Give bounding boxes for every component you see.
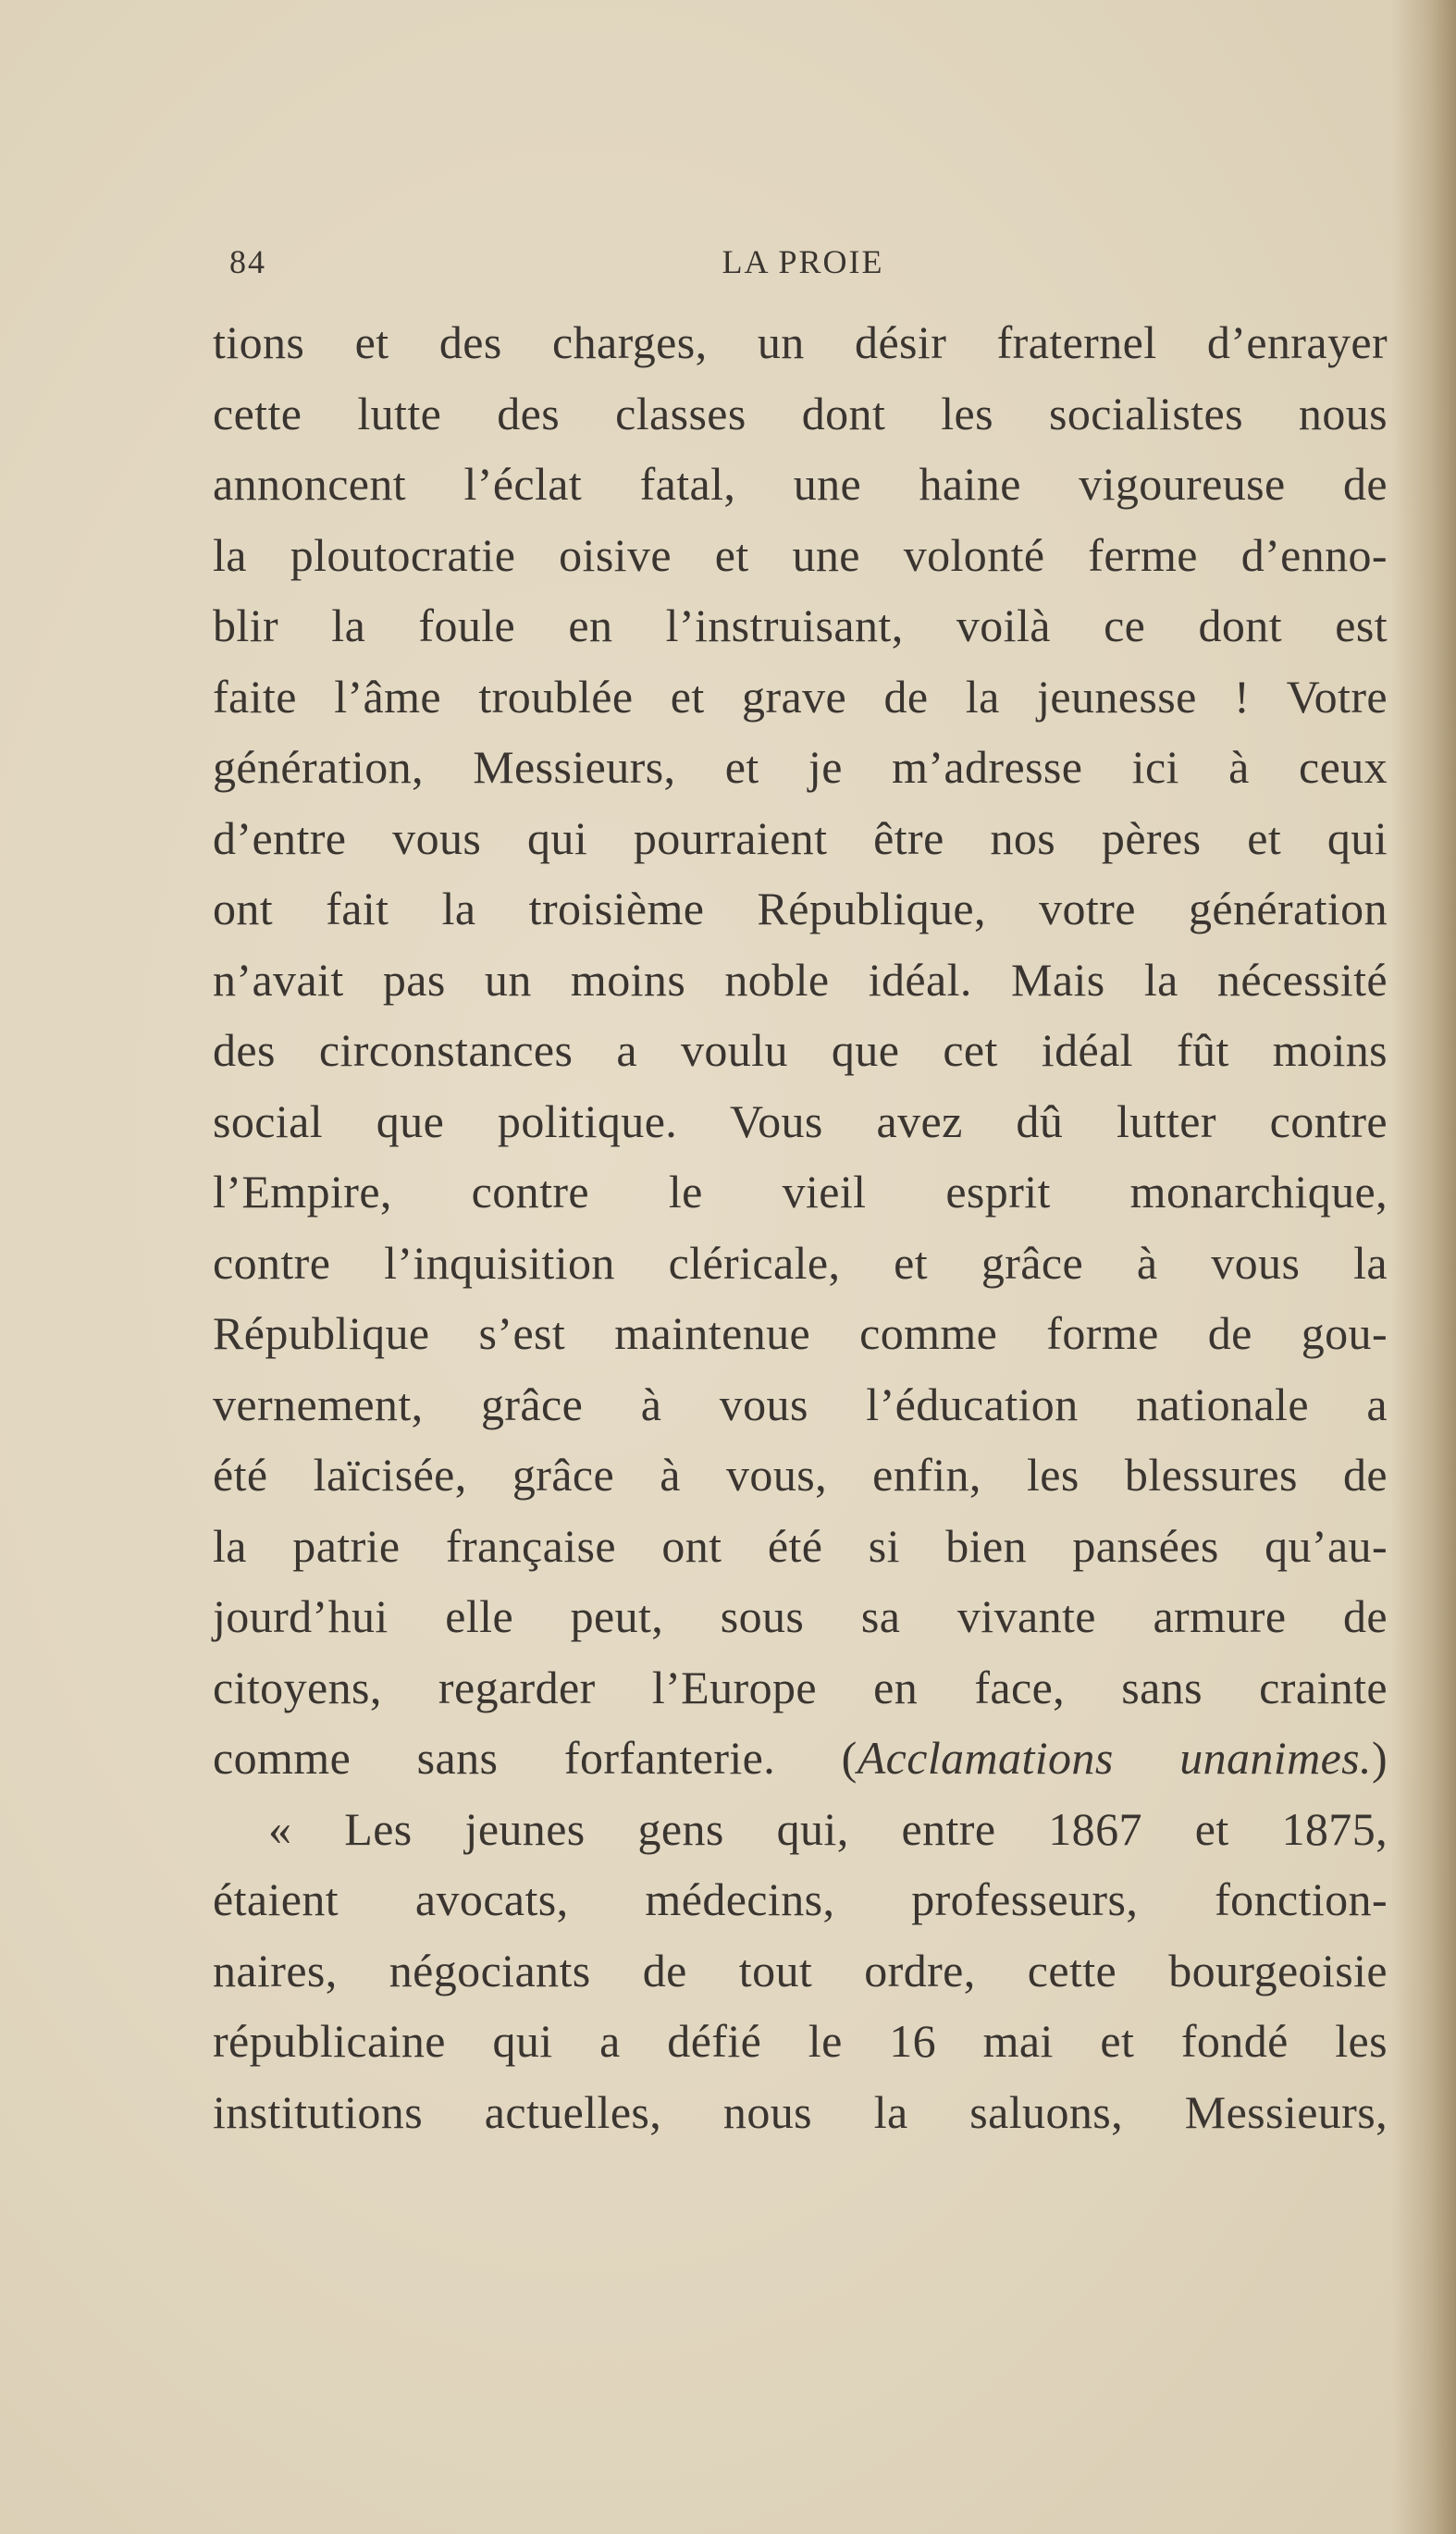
page-number: 84 (229, 243, 266, 280)
running-title: LA PROIE (722, 243, 884, 280)
running-head (229, 242, 1376, 289)
text-line: républicaine qui a défié le 16 mai et fondé les (213, 2015, 1388, 2067)
text-line: jourd’hui elle peut, sous sa vivante armure de (213, 1590, 1388, 1642)
text-line: l’Empire, contre le vieil esprit monarchique, (213, 1166, 1388, 1218)
text-line: blir la foule en l’instruisant, voilà ce dont est (213, 600, 1388, 651)
text-line: institutions actuelles, nous la saluons, Messieurs, (213, 2085, 1388, 2138)
text-line: été laïcisée, grâce à vous, enfin, les blessures de (213, 1449, 1388, 1501)
text-line: annoncent l’éclat fatal, une haine vigoureuse de (213, 458, 1388, 510)
text-line: République s’est maintenue comme forme de gou- (213, 1307, 1388, 1359)
closing-paren: ) (1371, 1732, 1388, 1784)
text-line: citoyens, regarder l’Europe en face, sans crainte (213, 1661, 1388, 1713)
text-line: la ploutocratie oisive et une volonté ferme d’enno- (213, 528, 1388, 581)
text-line: des circonstances a voulu que cet idéal fût moins (213, 1024, 1388, 1076)
text-line: cette lutte des classes dont les socialistes nous (213, 387, 1388, 439)
text-line: social que politique. Vous avez dû lutter contre (213, 1094, 1388, 1147)
text-line: naires, négociants de tout ordre, cette bourgeoisie (213, 1944, 1388, 1996)
text-line: contre l’inquisition cléricale, et grâce à vous la (213, 1236, 1388, 1289)
text-line: ont fait la troisième République, votre génération (213, 883, 1388, 934)
text-line: génération, Messieurs, et je m’adresse ici à ceux (213, 741, 1388, 793)
text-line: étaient avocats, médecins, professeurs, fonction- (213, 1873, 1388, 1925)
italic-aside: Acclamations unanimes. (857, 1732, 1372, 1784)
text-line-paragraph-start: « Les jeunes gens qui, entre 1867 et 1875, (268, 1802, 1388, 1855)
text-line: vernement, grâce à vous l’éducation nationale a (213, 1378, 1388, 1430)
text-line: d’entre vous qui pourraient être nos pères et qui (213, 811, 1388, 864)
text-line: faite l’âme troublée et grave de la jeunesse ! Votre (213, 670, 1388, 723)
text-line-acclamations (213, 1723, 1388, 1794)
line-text: comme sans forfanterie. ( (213, 1732, 858, 1784)
page-edge-shadow (1391, 0, 1456, 2534)
text-line: la patrie française ont été si bien pansées qu’au- (213, 1519, 1388, 1572)
text-line: n’avait pas un moins noble idéal. Mais la nécessité (213, 953, 1388, 1006)
text-line: tions et des charges, un désir fraternel d’enrayer (213, 316, 1388, 368)
body-text (213, 307, 1388, 2147)
